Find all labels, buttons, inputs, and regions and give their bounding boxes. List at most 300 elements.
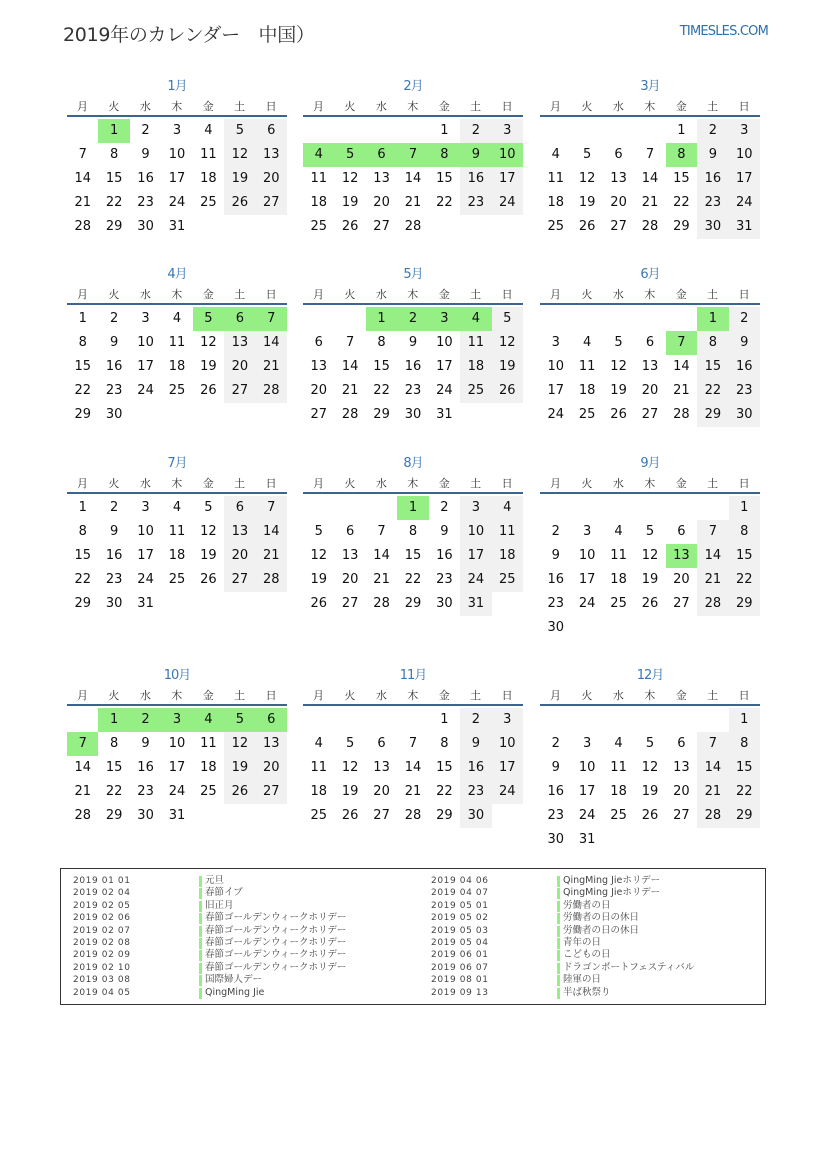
day-cell[interactable]: 4 [193,708,224,732]
day-cell[interactable]: 13 [373,760,390,775]
day-cell[interactable]: 10 [492,143,523,167]
day-cell[interactable]: 8 [109,736,119,751]
day-cell[interactable]: 23 [436,572,453,587]
day-cell[interactable]: 15 [105,760,123,775]
day-cell[interactable]: 15 [729,756,760,780]
day-cell[interactable]: 4 [303,143,334,167]
day-cell[interactable]: 7 [345,335,355,350]
day-cell[interactable]: 9 [440,524,449,539]
day-cell[interactable]: 2 [551,524,560,539]
day-cell[interactable]: 25 [610,596,627,611]
day-cell[interactable]: 23 [729,379,760,403]
day-cell[interactable]: 23 [137,784,154,799]
day-cell[interactable]: 26 [610,407,627,422]
day-cell[interactable]: 18 [310,195,327,210]
day-cell[interactable]: 2 [440,500,449,515]
day-cell[interactable]: 24 [460,568,491,592]
day-cell[interactable]: 5 [334,143,365,167]
day-cell[interactable]: 4 [551,147,560,162]
day-cell[interactable]: 26 [641,596,659,611]
day-cell[interactable]: 30 [105,596,123,611]
day-cell[interactable]: 29 [673,219,690,234]
day-cell[interactable]: 31 [729,215,760,239]
day-cell[interactable]: 20 [373,784,390,799]
day-cell[interactable]: 22 [404,572,422,587]
day-cell[interactable]: 12 [641,760,659,775]
day-cell[interactable]: 20 [224,544,255,568]
day-cell[interactable]: 17 [578,784,596,799]
site-logo[interactable]: TIMESLES.COM [679,24,768,39]
day-cell[interactable]: 16 [105,359,123,374]
day-cell[interactable]: 10 [492,732,523,756]
day-cell[interactable]: 5 [614,335,623,350]
day-cell[interactable]: 19 [641,784,659,799]
day-cell[interactable]: 24 [578,596,596,611]
day-cell[interactable]: 25 [547,219,564,234]
day-cell[interactable]: 1 [98,708,129,732]
day-cell[interactable]: 17 [729,167,760,191]
day-cell[interactable]: 16 [404,359,422,374]
day-cell[interactable]: 22 [373,383,390,398]
day-cell[interactable]: 11 [200,147,217,162]
day-cell[interactable]: 3 [492,119,523,143]
day-cell[interactable]: 5 [204,500,213,515]
day-cell[interactable]: 24 [168,784,186,799]
day-cell[interactable]: 20 [256,756,287,780]
day-cell[interactable]: 11 [578,359,596,374]
day-cell[interactable]: 20 [641,383,659,398]
day-cell[interactable]: 8 [78,524,87,539]
day-cell[interactable]: 15 [404,548,422,563]
day-cell[interactable]: 27 [610,219,627,234]
day-cell[interactable]: 5 [193,307,224,331]
day-cell[interactable]: 2 [460,708,491,732]
day-cell[interactable]: 27 [341,596,359,611]
day-cell[interactable]: 21 [404,195,422,210]
day-cell[interactable]: 20 [341,572,359,587]
day-cell[interactable]: 17 [492,167,523,191]
day-cell[interactable]: 7 [397,143,428,167]
day-cell[interactable]: 4 [460,307,491,331]
day-cell[interactable]: 13 [373,171,390,186]
day-cell[interactable]: 3 [141,500,150,515]
day-cell[interactable]: 9 [109,524,119,539]
day-cell[interactable]: 5 [492,307,523,331]
day-cell[interactable]: 12 [200,335,217,350]
day-cell[interactable]: 9 [697,143,728,167]
day-cell[interactable]: 26 [200,572,217,587]
day-cell[interactable]: 27 [224,568,255,592]
day-cell[interactable]: 11 [168,524,186,539]
day-cell[interactable]: 17 [168,760,186,775]
day-cell[interactable]: 8 [78,335,87,350]
day-cell[interactable]: 18 [200,171,217,186]
day-cell[interactable]: 7 [697,732,728,756]
day-cell[interactable]: 18 [610,572,627,587]
day-cell[interactable]: 14 [404,171,422,186]
day-cell[interactable]: 29 [105,808,123,823]
day-cell[interactable]: 27 [373,808,390,823]
day-cell[interactable]: 12 [224,143,255,167]
day-cell[interactable]: 16 [547,784,564,799]
day-cell[interactable]: 1 [78,500,87,515]
day-cell[interactable]: 11 [492,520,523,544]
day-cell[interactable]: 11 [547,171,564,186]
day-cell[interactable]: 26 [310,596,327,611]
day-cell[interactable]: 8 [429,143,460,167]
day-cell[interactable]: 3 [429,307,460,331]
day-cell[interactable]: 6 [224,307,255,331]
day-cell[interactable]: 24 [492,780,523,804]
day-cell[interactable]: 24 [492,191,523,215]
day-cell[interactable]: 22 [697,379,728,403]
day-cell[interactable]: 16 [729,355,760,379]
day-cell[interactable]: 7 [645,147,655,162]
day-cell[interactable]: 4 [582,335,592,350]
day-cell[interactable]: 17 [460,544,491,568]
day-cell[interactable]: 18 [578,383,596,398]
day-cell[interactable]: 31 [168,219,186,234]
day-cell[interactable]: 18 [200,760,217,775]
day-cell[interactable]: 7 [256,307,287,331]
day-cell[interactable]: 10 [460,520,491,544]
day-cell[interactable]: 20 [310,383,327,398]
day-cell[interactable]: 9 [729,331,760,355]
day-cell[interactable]: 7 [697,520,728,544]
day-cell[interactable]: 11 [200,736,217,751]
day-cell[interactable]: 31 [460,592,491,616]
day-cell[interactable]: 13 [341,548,359,563]
day-cell[interactable]: 8 [109,147,119,162]
day-cell[interactable]: 4 [492,496,523,520]
day-cell[interactable]: 2 [141,123,150,138]
day-cell[interactable]: 22 [729,568,760,592]
day-cell[interactable]: 6 [224,496,255,520]
day-cell[interactable]: 3 [492,708,523,732]
day-cell[interactable]: 8 [729,732,760,756]
day-cell[interactable]: 1 [397,496,428,520]
day-cell[interactable]: 1 [440,712,449,727]
day-cell[interactable]: 2 [130,708,161,732]
day-cell[interactable]: 10 [578,548,596,563]
day-cell[interactable]: 15 [74,548,91,563]
day-cell[interactable]: 15 [436,760,453,775]
day-cell[interactable]: 9 [551,760,560,775]
day-cell[interactable]: 15 [105,171,123,186]
day-cell[interactable]: 25 [310,808,327,823]
day-cell[interactable]: 7 [408,736,418,751]
day-cell[interactable]: 17 [137,359,154,374]
day-cell[interactable]: 25 [460,379,491,403]
day-cell[interactable]: 8 [729,520,760,544]
day-cell[interactable]: 11 [168,335,186,350]
day-cell[interactable]: 27 [256,780,287,804]
day-cell[interactable]: 21 [256,544,287,568]
day-cell[interactable]: 11 [310,760,327,775]
day-cell[interactable]: 15 [74,359,91,374]
day-cell[interactable]: 6 [366,143,397,167]
day-cell[interactable]: 23 [105,572,123,587]
day-cell[interactable]: 30 [460,804,491,828]
day-cell[interactable]: 14 [256,331,287,355]
day-cell[interactable]: 4 [172,500,182,515]
day-cell[interactable]: 31 [168,808,186,823]
day-cell[interactable]: 6 [345,524,355,539]
day-cell[interactable]: 1 [366,307,397,331]
day-cell[interactable]: 5 [224,119,255,143]
day-cell[interactable]: 20 [673,572,690,587]
day-cell[interactable]: 7 [256,496,287,520]
day-cell[interactable]: 10 [137,335,154,350]
day-cell[interactable]: 29 [436,808,453,823]
day-cell[interactable]: 23 [105,383,123,398]
day-cell[interactable]: 5 [582,147,592,162]
day-cell[interactable]: 8 [666,143,697,167]
day-cell[interactable]: 12 [610,359,627,374]
day-cell[interactable]: 16 [460,756,491,780]
day-cell[interactable]: 19 [641,572,659,587]
day-cell[interactable]: 6 [677,524,686,539]
day-cell[interactable]: 23 [697,191,728,215]
day-cell[interactable]: 9 [460,732,491,756]
day-cell[interactable]: 9 [109,335,119,350]
day-cell[interactable]: 5 [345,736,355,751]
day-cell[interactable]: 15 [729,544,760,568]
day-cell[interactable]: 2 [551,736,560,751]
day-cell[interactable]: 9 [408,335,418,350]
day-cell[interactable]: 6 [377,736,386,751]
day-cell[interactable]: 22 [436,195,453,210]
day-cell[interactable]: 2 [109,500,119,515]
day-cell[interactable]: 24 [137,383,154,398]
day-cell[interactable]: 22 [436,784,453,799]
day-cell[interactable]: 28 [673,407,690,422]
day-cell[interactable]: 28 [256,568,287,592]
day-cell[interactable]: 5 [645,524,655,539]
day-cell[interactable]: 9 [460,143,491,167]
day-cell[interactable]: 2 [397,307,428,331]
day-cell[interactable]: 31 [436,407,453,422]
day-cell[interactable]: 14 [74,171,91,186]
day-cell[interactable]: 16 [460,167,491,191]
day-cell[interactable]: 13 [641,359,659,374]
day-cell[interactable]: 20 [610,195,627,210]
day-cell[interactable]: 17 [137,548,154,563]
day-cell[interactable]: 6 [614,147,623,162]
day-cell[interactable]: 5 [314,524,323,539]
day-cell[interactable]: 19 [224,756,255,780]
day-cell[interactable]: 1 [78,311,87,326]
day-cell[interactable]: 6 [645,335,655,350]
day-cell[interactable]: 28 [341,407,359,422]
day-cell[interactable]: 21 [373,572,390,587]
day-cell[interactable]: 8 [697,331,728,355]
day-cell[interactable]: 6 [677,736,686,751]
day-cell[interactable]: 19 [341,784,359,799]
day-cell[interactable]: 28 [404,808,422,823]
day-cell[interactable]: 10 [168,147,186,162]
day-cell[interactable]: 25 [492,568,523,592]
day-cell[interactable]: 8 [440,736,449,751]
day-cell[interactable]: 24 [168,195,186,210]
day-cell[interactable]: 14 [404,760,422,775]
day-cell[interactable]: 31 [578,832,596,847]
day-cell[interactable]: 30 [547,620,564,635]
day-cell[interactable]: 12 [224,732,255,756]
day-cell[interactable]: 19 [610,383,627,398]
day-cell[interactable]: 13 [224,520,255,544]
day-cell[interactable]: 24 [547,407,564,422]
day-cell[interactable]: 26 [200,383,217,398]
day-cell[interactable]: 26 [224,191,255,215]
day-cell[interactable]: 25 [578,407,596,422]
day-cell[interactable]: 8 [408,524,418,539]
day-cell[interactable]: 19 [492,355,523,379]
day-cell[interactable]: 30 [137,219,154,234]
day-cell[interactable]: 24 [578,808,596,823]
day-cell[interactable]: 18 [460,355,491,379]
day-cell[interactable]: 16 [137,760,154,775]
day-cell[interactable]: 20 [224,355,255,379]
day-cell[interactable]: 11 [310,171,327,186]
day-cell[interactable]: 4 [204,123,213,138]
day-cell[interactable]: 13 [666,544,697,568]
day-cell[interactable]: 6 [256,119,287,143]
day-cell[interactable]: 3 [161,708,192,732]
day-cell[interactable]: 5 [645,736,655,751]
day-cell[interactable]: 19 [200,359,217,374]
day-cell[interactable]: 21 [404,784,422,799]
day-cell[interactable]: 1 [98,119,129,143]
day-cell[interactable]: 23 [460,780,491,804]
day-cell[interactable]: 17 [578,572,596,587]
day-cell[interactable]: 27 [673,808,690,823]
day-cell[interactable]: 10 [547,359,564,374]
day-cell[interactable]: 3 [551,335,560,350]
day-cell[interactable]: 13 [310,359,327,374]
day-cell[interactable]: 21 [256,355,287,379]
day-cell[interactable]: 25 [310,219,327,234]
day-cell[interactable]: 26 [578,219,596,234]
day-cell[interactable]: 29 [729,592,760,616]
day-cell[interactable]: 18 [492,544,523,568]
day-cell[interactable]: 1 [697,307,728,331]
day-cell[interactable]: 12 [310,548,327,563]
day-cell[interactable]: 10 [168,736,186,751]
day-cell[interactable]: 27 [256,191,287,215]
day-cell[interactable]: 22 [74,383,91,398]
day-cell[interactable]: 17 [492,756,523,780]
day-cell[interactable]: 18 [610,784,627,799]
day-cell[interactable]: 30 [137,808,154,823]
day-cell[interactable]: 12 [492,331,523,355]
day-cell[interactable]: 28 [641,219,659,234]
day-cell[interactable]: 12 [641,548,659,563]
day-cell[interactable]: 23 [547,596,564,611]
day-cell[interactable]: 12 [341,760,359,775]
day-cell[interactable]: 23 [404,383,422,398]
day-cell[interactable]: 1 [729,496,760,520]
day-cell[interactable]: 29 [729,804,760,828]
day-cell[interactable]: 11 [460,331,491,355]
day-cell[interactable]: 21 [673,383,690,398]
day-cell[interactable]: 24 [729,191,760,215]
day-cell[interactable]: 12 [578,171,596,186]
day-cell[interactable]: 3 [582,736,592,751]
day-cell[interactable]: 10 [729,143,760,167]
day-cell[interactable]: 27 [673,596,690,611]
day-cell[interactable]: 14 [673,359,690,374]
day-cell[interactable]: 13 [224,331,255,355]
day-cell[interactable]: 2 [729,307,760,331]
day-cell[interactable]: 14 [697,756,728,780]
day-cell[interactable]: 3 [729,119,760,143]
day-cell[interactable]: 14 [373,548,390,563]
day-cell[interactable]: 10 [436,335,453,350]
day-cell[interactable]: 25 [200,784,217,799]
day-cell[interactable]: 13 [673,760,690,775]
day-cell[interactable]: 20 [373,195,390,210]
day-cell[interactable]: 7 [67,732,98,756]
day-cell[interactable]: 30 [697,215,728,239]
day-cell[interactable]: 26 [341,808,359,823]
day-cell[interactable]: 29 [74,407,91,422]
day-cell[interactable]: 26 [641,808,659,823]
day-cell[interactable]: 19 [224,167,255,191]
day-cell[interactable]: 23 [547,808,564,823]
day-cell[interactable]: 11 [610,548,627,563]
day-cell[interactable]: 9 [551,548,560,563]
day-cell[interactable]: 9 [141,147,150,162]
day-cell[interactable]: 30 [404,407,422,422]
day-cell[interactable]: 4 [314,736,323,751]
day-cell[interactable]: 3 [172,123,182,138]
day-cell[interactable]: 4 [614,736,623,751]
day-cell[interactable]: 17 [436,359,453,374]
day-cell[interactable]: 26 [224,780,255,804]
day-cell[interactable]: 20 [673,784,690,799]
day-cell[interactable]: 15 [436,171,453,186]
day-cell[interactable]: 17 [168,171,186,186]
day-cell[interactable]: 15 [697,355,728,379]
day-cell[interactable]: 30 [729,403,760,427]
day-cell[interactable]: 14 [341,359,359,374]
day-cell[interactable]: 14 [641,171,659,186]
day-cell[interactable]: 23 [460,191,491,215]
day-cell[interactable]: 27 [641,407,659,422]
day-cell[interactable]: 20 [256,167,287,191]
day-cell[interactable]: 18 [168,359,186,374]
day-cell[interactable]: 22 [105,784,123,799]
day-cell[interactable]: 27 [224,379,255,403]
day-cell[interactable]: 29 [105,219,123,234]
day-cell[interactable]: 7 [78,147,87,162]
day-cell[interactable]: 1 [729,708,760,732]
day-cell[interactable]: 28 [697,592,728,616]
day-cell[interactable]: 25 [168,572,186,587]
day-cell[interactable]: 19 [200,548,217,563]
day-cell[interactable]: 17 [547,383,564,398]
day-cell[interactable]: 21 [341,383,359,398]
day-cell[interactable]: 1 [440,123,449,138]
day-cell[interactable]: 19 [578,195,596,210]
day-cell[interactable]: 27 [373,219,390,234]
day-cell[interactable]: 21 [641,195,659,210]
day-cell[interactable]: 28 [74,219,91,234]
day-cell[interactable]: 27 [310,407,327,422]
day-cell[interactable]: 7 [666,331,697,355]
day-cell[interactable]: 22 [729,780,760,804]
